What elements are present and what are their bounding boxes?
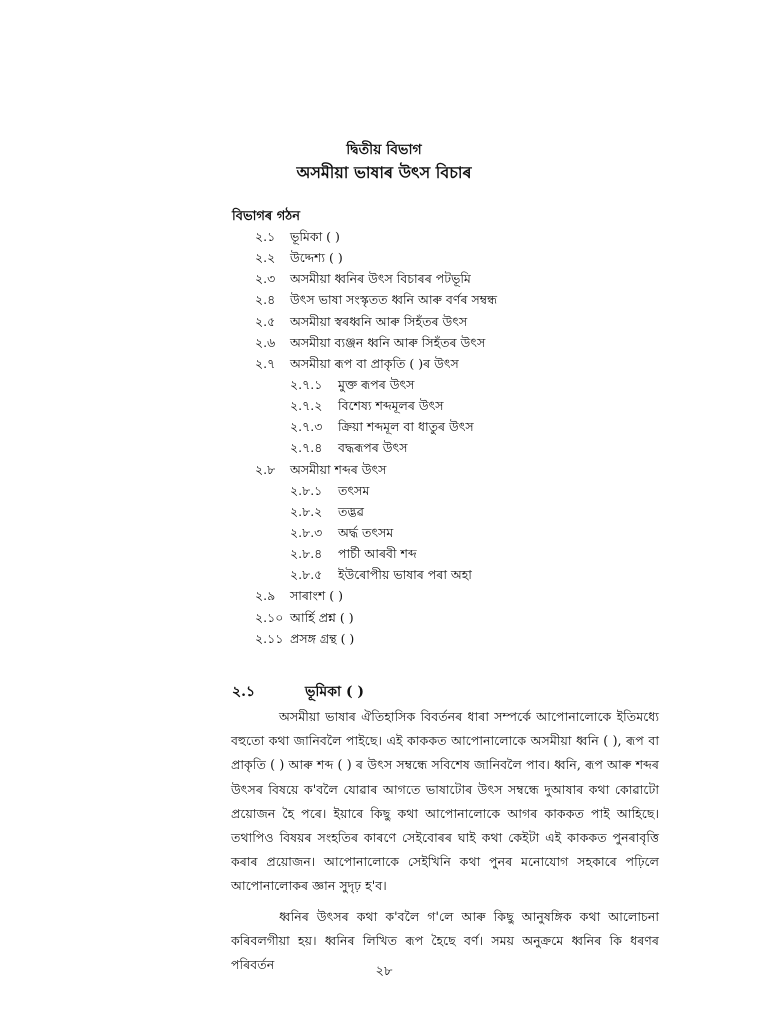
toc-item-text: বদ্ধৰূপৰ উৎস <box>338 440 408 456</box>
toc-item <box>0 459 768 480</box>
toc-item-text: অসমীয়া ৰূপ বা প্ৰাকৃতি ( )ৰ উৎস <box>290 355 459 371</box>
toc-subitem <box>0 501 768 522</box>
toc-item-text: অসমীয়া স্বৰধ্বনি আৰু সিহঁতৰ উৎস <box>290 313 468 329</box>
toc-heading: বিভাগৰ গঠন <box>232 209 301 224</box>
toc-item <box>0 311 768 332</box>
toc-item-text: অসমীয়া ব্যঞ্জন ধ্বনি আৰু সিহঁতৰ উৎস <box>290 334 486 350</box>
toc-item-number: ২.৮.৫ <box>290 567 323 583</box>
toc-item-text: উৎস ভাষা সংস্কৃতত ধ্বনি আৰু বৰ্ণৰ সম্বন্ধ <box>290 292 497 308</box>
toc-item-text: আৰ্হি প্ৰশ্ন ( ) <box>290 609 354 625</box>
toc-subitem <box>0 416 768 437</box>
toc-item <box>0 628 768 649</box>
toc-item-text: সাৰাংশ ( ) <box>290 588 344 604</box>
toc-item-number: ২.৮.১ <box>290 482 323 498</box>
toc-item <box>0 247 768 268</box>
toc-item <box>0 226 768 247</box>
toc-item-text: উদ্দেশ্য ( ) <box>290 250 343 266</box>
toc-subitem <box>0 480 768 501</box>
toc-subitem <box>0 395 768 416</box>
toc-item-text: পাৰ্চী আৰবী শব্দ <box>338 546 417 562</box>
toc-subitem <box>0 437 768 458</box>
page-number: ২৮ <box>375 964 393 979</box>
toc-item-number: ২.৮ <box>255 461 276 477</box>
toc-item-text: অসমীয়া শব্দৰ উৎস <box>290 461 387 477</box>
toc-item-number: ২.৪ <box>255 292 276 308</box>
toc-item <box>0 268 768 289</box>
toc-item-number: ২.১০ <box>255 609 284 625</box>
toc-item-number: ২.৭.৪ <box>290 440 323 456</box>
toc-subitem <box>0 564 768 585</box>
chapter-title: অসমীয়া ভাষাৰ উৎস বিচাৰ <box>296 163 472 182</box>
toc-item-text: ক্ৰিয়া শব্দমূল বা ধাতুৰ উৎস <box>338 419 474 435</box>
toc-item-text: তৎসম <box>338 482 370 498</box>
toc-item-number: ২.৭.১ <box>290 376 323 392</box>
toc-item-number: ২.৬ <box>255 334 276 350</box>
toc-subitem <box>0 522 768 543</box>
toc-item-text: অসমীয়া ধ্বনিৰ উৎস বিচাৰৰ পটভূমি <box>290 271 471 287</box>
toc-item-number: ২.৭.৩ <box>290 419 323 435</box>
toc-item <box>0 289 768 310</box>
toc-item <box>0 332 768 353</box>
toc-item-number: ২.৫ <box>255 313 276 329</box>
toc-item-text: মুক্ত ৰূপৰ উৎস <box>338 376 415 392</box>
table-of-contents <box>0 226 768 649</box>
toc-item-number: ২.৮.৩ <box>290 524 323 540</box>
toc-item-text: অৰ্দ্ধ তৎসম <box>338 524 394 540</box>
body-paragraph: অসমীয়া ভাষাৰ ঐতিহাসিক বিবৰ্তনৰ ধাৰা সম্পৰ্কে আপোনালোকে ইতিমধ্যে বহুতো কথা জানিবলৈ পাইছে। এই কাককত আপোনালোকে অসমীয়া ধ্বনি ( ), ৰূপ বা প্ৰাকৃতি ( ) আৰু শব্দ ( ) ৰ উৎস সম্বন্ধে সবিশেষ জানিবলৈ পাব। ধ্বনি, ৰূপ আৰু শব্দৰ উৎসৰ বিষয়ে ক'বলৈ যোৱাৰ আগতে ভাষাটোৰ উৎস সম্বন্ধে দুআষাৰ কথা কোৱাটো প্ৰয়োজন হৈ পৰে। ইয়াৰে কিছু কথা আপোনালোকে আগৰ কাককত পাই আহিছে। তথাপিও বিষয়ৰ সংহতিৰ কাৰণে সেইবোৰৰ ঘাই কথা কেইটা এই কাককত পুনৰাবৃত্তি কৰাৰ প্ৰয়োজন। আপোনালোকে সেইখিনি কথা পুনৰ মনোযোগ সহকাৰে পঢ়িলে আপোনালোকৰ জ্ঞান সুদৃঢ় হ'ব। <box>231 709 659 894</box>
toc-item-number: ২.২ <box>255 250 276 266</box>
toc-item-number: ২.৭.২ <box>290 398 323 414</box>
toc-subitem <box>0 374 768 395</box>
toc-item-number: ২.১১ <box>255 630 284 646</box>
toc-item-number: ২.৭ <box>255 355 276 371</box>
toc-item-number: ২.৩ <box>255 271 276 287</box>
body-paragraph: ধ্বনিৰ উৎসৰ কথা ক'বলৈ গ'লে আৰু কিছু আনুষঙ্গিক কথা আলোচনা কৰিবলগীয়া হয়। ধ্বনিৰ লিখিত ৰূপ হৈছে বৰ্ণ। সময় অনুক্ৰমে ধ্বনিৰ কি ধৰণৰ পৰিবৰ্তন <box>231 909 659 973</box>
toc-item-text: ভূমিকা ( ) <box>290 229 340 244</box>
toc-item <box>0 607 768 628</box>
toc-subitem <box>0 543 768 564</box>
toc-item-text: ইউৰোপীয় ভাষাৰ পৰা অহা <box>338 567 472 583</box>
toc-item-text: বিশেষ্য শব্দমূলৰ উৎস <box>338 398 444 414</box>
section-title: ভূমিকা ( ) <box>305 684 365 700</box>
section-number: ২.১ <box>232 684 256 700</box>
toc-item <box>0 353 768 374</box>
toc-item-text: তদ্ভৱ <box>338 503 364 519</box>
toc-item-text: প্ৰসঙ্গ গ্ৰন্থ ( ) <box>290 630 355 646</box>
toc-item-number: ২.৮.৪ <box>290 546 323 562</box>
toc-item <box>0 585 768 606</box>
toc-item-number: ২.৯ <box>255 588 276 604</box>
toc-item-number: ২.১ <box>255 229 276 244</box>
toc-item-number: ২.৮.২ <box>290 503 323 519</box>
part-heading: দ্বিতীয় বিভাগ <box>346 142 422 158</box>
